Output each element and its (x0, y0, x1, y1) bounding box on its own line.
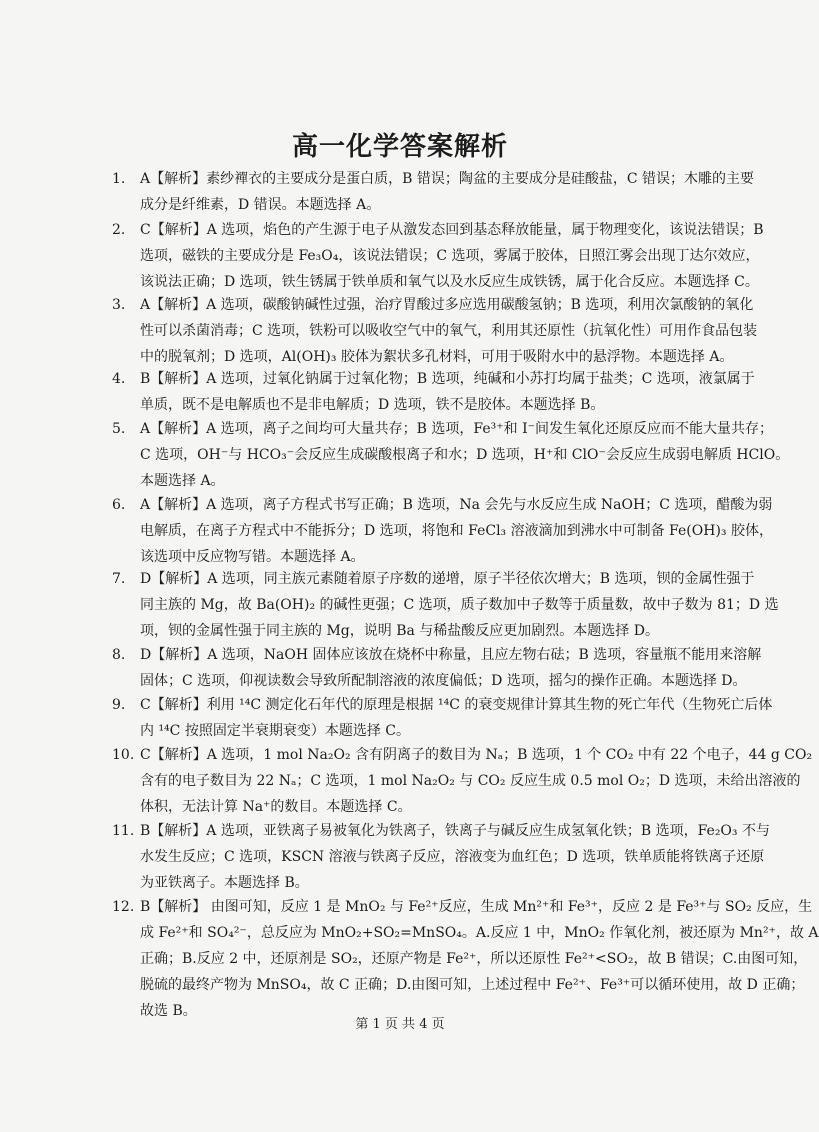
answer-line: 电解质，在离子方程式中不能拆分；D 选项，将饱和 FeCl₃ 溶液滴加到沸水中可制备 Fe(OH)₃ 胶体， (140, 523, 773, 539)
answer-number: 10. (112, 747, 135, 763)
answer-line: 该说法正确；D 选项，铁生锈属于铁单质和氧气以及水反应生成铁锈，属于化合反应。本题选择 C。 (140, 274, 759, 290)
answer-text (140, 692, 773, 744)
answer-line: A【解析】素纱襌衣的主要成分是蛋白质，B 错误；陶盆的主要成分是硅酸盐，C 错误；木雕的主要 (140, 171, 755, 187)
answer-line: 水发生反应；C 选项，KSCN 溶液与铁离子反应，溶液变为血红色；D 选项，铁单质能将铁离子还原 (140, 849, 765, 865)
answer-item (112, 217, 764, 295)
answer-number: 6. (112, 497, 126, 513)
answer-number: 7. (112, 571, 126, 587)
answer-number: 1. (112, 171, 126, 187)
answer-text (140, 742, 813, 820)
answer-line: C 选项，OH⁻与 HCO₃⁻会反应生成碳酸根离子和水；D 选项，H⁺和 ClO⁻会反应生成弱电解质 HClO。 (140, 447, 790, 463)
answer-line: 含有的电子数目为 22 Nₐ；C 选项，1 mol Na₂O₂ 与 CO₂ 反应生成 0.5 mol O₂；D 选项，未给出溶液的 (140, 773, 801, 789)
answer-line: 成分是纤维素，D 错误。本题选择 A。 (140, 197, 381, 213)
answer-number: 8. (112, 647, 126, 663)
answer-item (112, 366, 755, 418)
answer-line: D【解析】A 选项，NaOH 固体应该放在烧杯中称量，且应左物右砝；B 选项，容量瓶不能用来溶解 (140, 647, 762, 663)
answer-line: 项，钡的金属性强于同主族的 Mg，说明 Ba 与稀盐酸反应更加剧烈。本题选择 D。 (140, 623, 659, 639)
answer-text (140, 217, 764, 295)
answer-text (140, 416, 790, 494)
page-title: 高一化学答案解析 (291, 132, 508, 162)
answer-text (140, 366, 755, 418)
answer-number: 2. (112, 222, 126, 238)
answer-item (112, 292, 758, 370)
answer-item (112, 166, 755, 218)
answer-line: B【解析】A 选项，过氧化钠属于过氧化物；B 选项，纯碱和小苏打均属于盐类；C 选项，液氯属于 (140, 371, 755, 387)
answer-line: 选项，磁铁的主要成分是 Fe₃O₄，该说法错误；C 选项，雾属于胶体，日照江雾会出现丁达尔效应， (140, 248, 760, 264)
answer-line: 为亚铁离子。本题选择 B。 (140, 875, 309, 891)
answer-line: 本题选择 A。 (140, 473, 225, 489)
answer-item (112, 416, 790, 494)
answer-line: 中的脱氧剂；D 选项，Al(OH)₃ 胶体为絮状多孔材料，可用于吸附水中的悬浮物。本题选择 A。 (140, 349, 734, 365)
answer-line: 内 ¹⁴C 按照固定半衰期衰变）本题选择 C。 (140, 723, 410, 739)
answer-line: 性可以杀菌消毒；C 选项，铁粉可以吸收空气中的氧气，利用其还原性（抗氧化性）可用作食品包装 (140, 323, 758, 339)
answer-line: A【解析】A 选项，离子之间均可大量共存；B 选项，Fe³⁺和 I⁻间发生氧化还原反应而不能大量共存； (140, 421, 774, 437)
answer-item (112, 692, 773, 744)
answer-number: 4. (112, 371, 126, 387)
answer-text (140, 818, 770, 896)
answer-item (112, 642, 762, 694)
answer-item (112, 566, 779, 644)
answer-line: C【解析】A 选项，焰色的产生源于电子从激发态回到基态释放能量，属于物理变化，该说法错误；B (140, 222, 764, 238)
answer-line: 故选 B。 (140, 1003, 197, 1019)
answer-text (140, 642, 762, 694)
answer-number: 5. (112, 421, 126, 437)
answer-text (140, 166, 755, 218)
answer-line: 脱硫的最终产物为 MnSO₄，故 C 正确；D.由图可知，上述过程中 Fe²⁺、Fe³⁺可以循环使用，故 D 正确； (140, 977, 805, 993)
answer-line: A【解析】A 选项，离子方程式书写正确；B 选项，Na 会先与水反应生成 NaOH；C 选项，醋酸为弱 (140, 497, 773, 513)
answer-number: 9. (112, 697, 126, 713)
answer-line: 固体；C 选项，仰视读数会导致所配制溶液的浓度偏低；D 选项，摇匀的操作正确。本题选择 D。 (140, 673, 747, 689)
answer-line: 该选项中反应物写错。本题选择 A。 (140, 549, 365, 565)
answer-item (112, 492, 773, 570)
answer-line: 同主族的 Mg，故 Ba(OH)₂ 的碱性更强；C 选项，质子数加中子数等于质量数，故中子数为 81；D 选 (140, 597, 779, 613)
answer-item (112, 818, 770, 896)
answer-number: 12. (112, 899, 135, 915)
answer-line: B【解析】A 选项，亚铁离子易被氧化为铁离子，铁离子与碱反应生成氢氧化铁；B 选项，Fe₂O₃ 不与 (140, 823, 770, 839)
answer-line: C【解析】利用 ¹⁴C 测定化石年代的原理是根据 ¹⁴C 的衰变规律计算其生物的死亡年代（生物死亡后体 (140, 697, 773, 713)
answer-line: C【解析】A 选项，1 mol Na₂O₂ 含有阴离子的数目为 Nₐ；B 选项，1 个 CO₂ 中有 22 个电子，44 g CO₂ (140, 747, 813, 763)
answer-text (140, 894, 819, 1024)
answer-text (140, 292, 758, 370)
page-footer: 第 1 页 共 4 页 (355, 1017, 445, 1032)
answer-line: B【解析】 由图可知，反应 1 是 MnO₂ 与 Fe²⁺反应，生成 Mn²⁺和 Fe³⁺，反应 2 是 Fe³⁺与 SO₂ 反应，生 (140, 899, 813, 915)
answer-line: D【解析】A 选项，同主族元素随着原子序数的递增，原子半径依次增大；B 选项，钡的金属性强于 (140, 571, 755, 587)
answer-line: 体积，无法计算 Na⁺的数目。本题选择 C。 (140, 799, 412, 815)
answer-number: 3. (112, 297, 126, 313)
answer-text (140, 492, 773, 570)
answer-line: 成 Fe²⁺和 SO₄²⁻，总反应为 MnO₂+SO₂=MnSO₄。A.反应 1 中，MnO₂ 作氧化剂，被还原为 Mn²⁺，故 A (140, 925, 819, 941)
answer-item (112, 894, 819, 1024)
answer-line: A【解析】A 选项，碳酸钠碱性过强，治疗胃酸过多应选用碳酸氢钠；B 选项，利用次氯酸钠的氧化 (140, 297, 754, 313)
answer-line: 单质，既不是电解质也不是非电解质；D 选项，铁不是胶体。本题选择 B。 (140, 397, 605, 413)
answer-number: 11. (112, 823, 135, 839)
answer-line: 正确；B.反应 2 中，还原剂是 SO₂，还原产物是 Fe²⁺，所以还原性 Fe²⁺<SO₂，故 B 错误；C.由图可知， (140, 951, 808, 967)
answer-item (112, 742, 813, 820)
answer-text (140, 566, 779, 644)
